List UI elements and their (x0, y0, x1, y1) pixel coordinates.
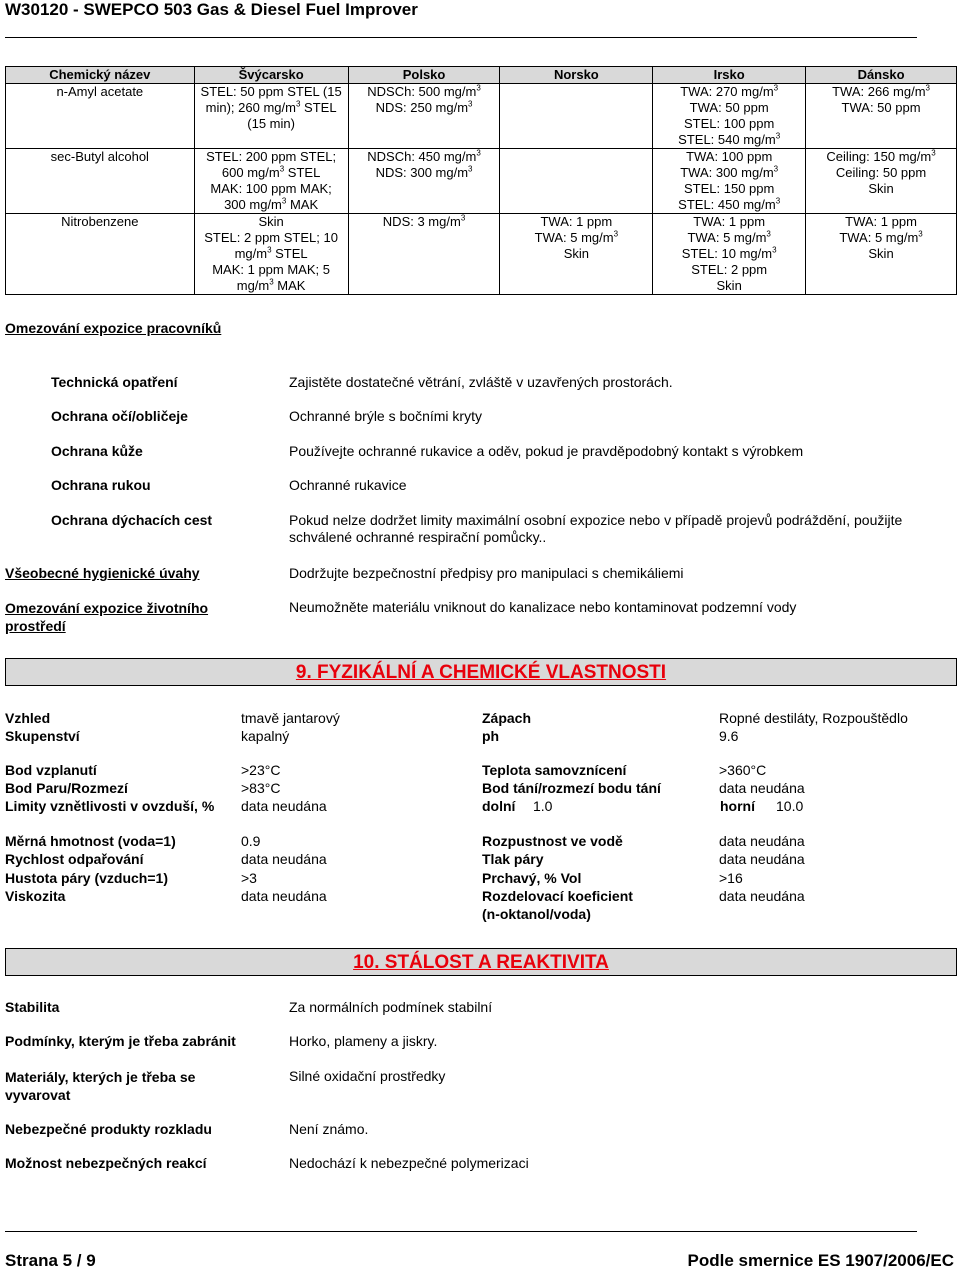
odour-value: Ropné destiláty, Rozpouštědlo (719, 710, 908, 726)
column-header: Norsko (500, 67, 653, 84)
environmental-exposure-label: Omezování expozice životního prostředí (5, 600, 209, 634)
hygiene-label: Všeobecné hygienické úvahy (5, 565, 200, 581)
hand-protection-label: Ochrana rukou (51, 477, 151, 493)
vapour-pressure-value: data neudána (719, 851, 805, 867)
vapour-density-value: >3 (241, 870, 257, 886)
conditions-to-avoid-value: Horko, plameny a jiskry. (289, 1033, 438, 1049)
ph-value: 9.6 (719, 728, 739, 744)
switzerland-cell: STEL: 50 ppm STEL (15 min); 260 $mg/m^3$ STEL (15 min) (194, 84, 348, 149)
denmark-cell: Ceiling: 150 $mg/m^3$ Ceiling: 50 ppm Skin (806, 149, 957, 214)
skin-protection-value: Používejte ochranné rukavice a oděv, pokud je pravděpodobný kontakt s výrobkem (289, 443, 804, 459)
chemical-name-cell: Nitrobenzene (6, 214, 195, 295)
water-solubility-label: Rozpustnost ve vodě (482, 833, 623, 849)
poland-cell: NDSCh: 450 $mg/m^3$ NDS: 300 $mg/m^3$ (348, 149, 500, 214)
eye-protection-label: Ochrana očí/obličeje (51, 408, 188, 424)
autoignition-value: >360°C (719, 762, 767, 778)
eye-protection-value: Ochranné brýle s bočními kryty (289, 408, 482, 424)
ph-label: ph (482, 728, 500, 744)
norway-cell (500, 149, 653, 214)
upper-limit-value: 10.0 (776, 798, 804, 814)
flash-point-label: Bod vzplanutí (5, 762, 97, 778)
document-title: W30120 - SWEPCO 503 Gas & Diesel Fuel Improver (5, 0, 418, 19)
stability-label: Stabilita (5, 999, 60, 1015)
odour-label: Zápach (482, 710, 532, 726)
lower-limit-value: 1.0 (533, 798, 553, 814)
respiratory-protection-value: Pokud nelze dodržet limity maximální osobní expozice nebo v případě projevů podráždění, použijte schválené ochranné respirační pomůcky.. (289, 512, 903, 545)
table-row (6, 84, 957, 149)
partition-coefficient-label-2: (n-oktanol/voda) (482, 906, 591, 922)
skin-protection-label: Ochrana kůže (51, 443, 143, 459)
hazardous-reactions-label: Možnost nebezpečných reakcí (5, 1155, 207, 1171)
flash-point-value: >23°C (241, 762, 281, 778)
column-header: Dánsko (806, 67, 957, 84)
column-header: Polsko (348, 67, 500, 84)
decomposition-products-label: Nebezpečné produkty rozkladu (5, 1121, 212, 1137)
lower-limit-label: dolní (482, 798, 516, 814)
melting-point-value: data neudána (719, 780, 805, 796)
incompatible-materials-label: Materiály, kterých je třeba se vyvarovat (5, 1069, 196, 1103)
conditions-to-avoid-label: Podmínky, kterým je třeba zabránit (5, 1033, 236, 1049)
denmark-cell: TWA: 266 $mg/m^3$ TWA: 50 ppm (806, 84, 957, 149)
ireland-cell: TWA: 1 ppm TWA: 5 $mg/m^3$ STEL: 10 $mg/m^3$ STEL: 2 ppm Skin (653, 214, 806, 295)
page-number: Strana 5 / 9 (5, 1251, 96, 1270)
partition-coefficient-value: data neudána (719, 888, 805, 904)
footer-rule (5, 1231, 917, 1232)
ireland-cell: TWA: 270 $mg/m^3$ TWA: 50 ppm STEL: 100 ppm STEL: 540 $mg/m^3$ (653, 84, 806, 149)
switzerland-cell: Skin STEL: 2 ppm STEL; 10 $mg/m^3$ STEL MAK: 1 ppm MAK; 5 $mg/m^3$ MAK (194, 214, 348, 295)
melting-point-label: Bod tání/rozmezí bodu tání (482, 780, 661, 796)
column-header: Irsko (653, 67, 806, 84)
denmark-cell: TWA: 1 ppm TWA: 5 $mg/m^3$ Skin (806, 214, 957, 295)
water-solubility-value: data neudána (719, 833, 805, 849)
hand-protection-value: Ochranné rukavice (289, 477, 407, 493)
exposure-controls-heading: Omezování expozice pracovníků (5, 320, 222, 336)
upper-limit-label: horní (720, 798, 755, 814)
norway-cell (500, 84, 653, 149)
volatile-label: Prchavý, % Vol (482, 870, 582, 886)
hygiene-value: Dodržujte bezpečnostní předpisy pro manipulaci s chemikáliemi (289, 565, 684, 581)
ireland-cell: TWA: 100 ppm TWA: 300 $mg/m^3$ STEL: 150 ppm STEL: 450 $mg/m^3$ (653, 149, 806, 214)
chemical-name-cell: sec-Butyl alcohol (6, 149, 195, 214)
specific-gravity-label: Měrná hmotnost (voda=1) (5, 833, 176, 849)
chemical-name-cell: n-Amyl acetate (6, 84, 195, 149)
table-header-row (6, 67, 957, 84)
appearance-value: tmavě jantarový (241, 710, 340, 726)
hazardous-reactions-value: Nedochází k nebezpečné polymerizaci (289, 1155, 529, 1171)
table-row (6, 149, 957, 214)
flammability-limits-label: Limity vznětlivosti v ovzduší, % (5, 798, 215, 814)
specific-gravity-value: 0.9 (241, 833, 261, 849)
norway-cell: TWA: 1 ppm TWA: 5 $mg/m^3$ Skin (500, 214, 653, 295)
column-header: Chemický název (6, 67, 195, 84)
environmental-exposure-value: Neumožněte materiálu vniknout do kanalizace nebo kontaminovat podzemní vody (289, 599, 797, 615)
boiling-point-value: >83°C (241, 780, 281, 796)
flammability-limits-value: data neudána (241, 798, 327, 814)
autoignition-label: Teplota samovznícení (482, 762, 627, 778)
boiling-point-label: Bod Paru/Rozmezí (5, 780, 128, 796)
section-10-heading: 10. STÁLOST A REAKTIVITA (5, 948, 957, 976)
vapour-density-label: Hustota páry (vzduch=1) (5, 870, 168, 886)
physical-state-value: kapalný (241, 728, 290, 744)
switzerland-cell: STEL: 200 ppm STEL; 600 $mg/m^3$ STEL MAK: 100 ppm MAK; 300 $mg/m^3$ MAK (194, 149, 348, 214)
viscosity-label: Viskozita (5, 888, 66, 904)
evaporation-rate-value: data neudána (241, 851, 327, 867)
volatile-value: >16 (719, 870, 743, 886)
vapour-pressure-label: Tlak páry (482, 851, 544, 867)
appearance-label: Vzhled (5, 710, 51, 726)
viscosity-value: data neudána (241, 888, 327, 904)
decomposition-products-value: Není známo. (289, 1121, 369, 1137)
section-9-heading: 9. FYZIKÁLNÍ A CHEMICKÉ VLASTNOSTI (5, 658, 957, 686)
respiratory-protection-label: Ochrana dýchacích cest (51, 512, 213, 528)
incompatible-materials-value: Silné oxidační prostředky (289, 1068, 446, 1084)
engineering-measures-value: Zajistěte dostatečné větrání, zvláště v uzavřených prostorách. (289, 374, 673, 390)
stability-value: Za normálních podmínek stabilní (289, 999, 493, 1015)
engineering-measures-label: Technická opatření (51, 374, 178, 390)
poland-cell: NDSCh: 500 $mg/m^3$ NDS: 250 $mg/m^3$ (348, 84, 500, 149)
header-rule (5, 37, 917, 38)
evaporation-rate-label: Rychlost odpařování (5, 851, 144, 867)
exposure-limits-table (5, 66, 957, 295)
poland-cell: NDS: 3 $mg/m^3$ (348, 214, 500, 295)
partition-coefficient-label: Rozdelovací koeficient (482, 888, 633, 904)
directive-reference: Podle smernice ES 1907/2006/EC (687, 1251, 954, 1270)
column-header: Švýcarsko (194, 67, 348, 84)
physical-state-label: Skupenství (5, 728, 80, 744)
table-row (6, 214, 957, 295)
